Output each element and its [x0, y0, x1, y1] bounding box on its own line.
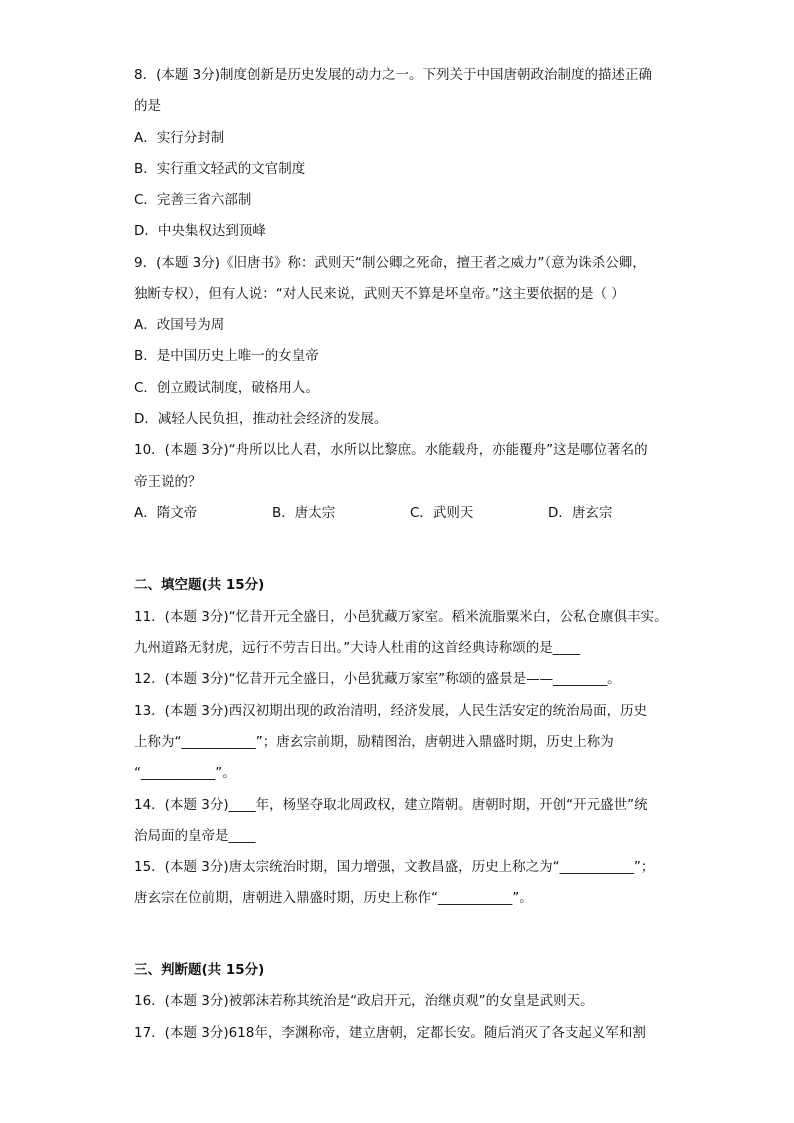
- question-13-text: 13．(本题 3分)西汉初期出现的政治清明，经济发展，人民生活安定的统治局面，历史: [134, 703, 648, 719]
- question-8-text-cont: 的是: [134, 98, 161, 114]
- question-11-text: 11．(本题 3分)“忆昔开元全盛日，小邑犹藏万家室。稻米流脂粟米白，公私仓廪俱丰实。: [134, 609, 668, 625]
- question-9-option-d: D．减轻人民负担，推动社会经济的发展。: [134, 411, 388, 427]
- question-9-option-a: A．改国号为周: [134, 317, 225, 333]
- question-13-text-cont2: “___________”。: [134, 765, 236, 781]
- question-9-option-c: C．创立殿试制度，破格用人。: [134, 380, 319, 396]
- question-8-option-c: C．完善三省六部制: [134, 192, 252, 208]
- section-2-title: 二、填空题(共 15分): [134, 577, 265, 593]
- question-15-text: 15．(本题 3分)唐太宗统治时期，国力增强，文教昌盛，历史上称之为“___________”；: [134, 859, 655, 875]
- question-11-text-cont: 九州道路无豺虎，远行不劳吉日出。”大诗人杜甫的这首经典诗称颂的是____: [134, 640, 580, 656]
- question-14-text: 14．(本题 3分)____年，杨坚夺取北周政权，建立隋朝。唐朝时期，开创“开元盛世”统: [134, 797, 648, 813]
- question-12-text: 12．(本题 3分)“忆昔开元全盛日，小邑犹藏万家室”称颂的盛景是——________。: [134, 671, 621, 687]
- question-8-option-a: A．实行分封制: [134, 130, 225, 146]
- question-10-option-c: C．武则天: [410, 505, 474, 521]
- question-10-option-d: D．唐玄宗: [548, 505, 613, 521]
- question-15-text-cont: 唐玄宗在位前期，唐朝进入鼎盛时期，历史上称作“___________”。: [134, 890, 533, 906]
- question-8-option-d: D．中央集权达到顶峰: [134, 223, 266, 239]
- question-17-text: 17．(本题 3分)618年，李渊称帝，建立唐朝，定都长安。随后消灭了各支起义军和割: [134, 1025, 646, 1041]
- question-10-text-cont: 帝王说的？: [134, 474, 202, 490]
- question-9-option-b: B．是中国历史上唯一的女皇帝: [134, 348, 319, 364]
- question-8-text: 8．(本题 3分)制度创新是历史发展的动力之一。下列关于中国唐朝政治制度的描述正确: [134, 67, 653, 83]
- question-16-text: 16．(本题 3分)被郭沫若称其统治是“政启开元，治继贞观”的女皇是武则天。: [134, 993, 594, 1009]
- question-10-text: 10．(本题 3分)“舟所以比人君，水所以比黎庶。水能载舟，亦能覆舟”这是哪位著名的: [134, 442, 648, 458]
- question-9-text-cont: 独断专权），但有人说：“对人民来说，武则天不算是坏皇帝。”这主要依据的是（ ）: [134, 286, 625, 302]
- question-13-text-cont: 上称为“___________”；唐玄宗前期，励精图治，唐朝进入鼎盛时期，历史上称为: [134, 734, 614, 750]
- question-10-option-b: B．唐太宗: [272, 505, 336, 521]
- question-8-option-b: B．实行重文轻武的文官制度: [134, 161, 306, 177]
- question-9-text: 9．(本题 3分)《旧唐书》称：武则天“制公卿之死命，擅王者之威力”（意为诛杀公卿，: [134, 255, 646, 271]
- question-14-text-cont: 治局面的皇帝是____: [134, 828, 256, 844]
- section-3-title: 三、判断题(共 15分): [134, 962, 265, 978]
- question-10-option-a: A．隋文帝: [134, 505, 198, 521]
